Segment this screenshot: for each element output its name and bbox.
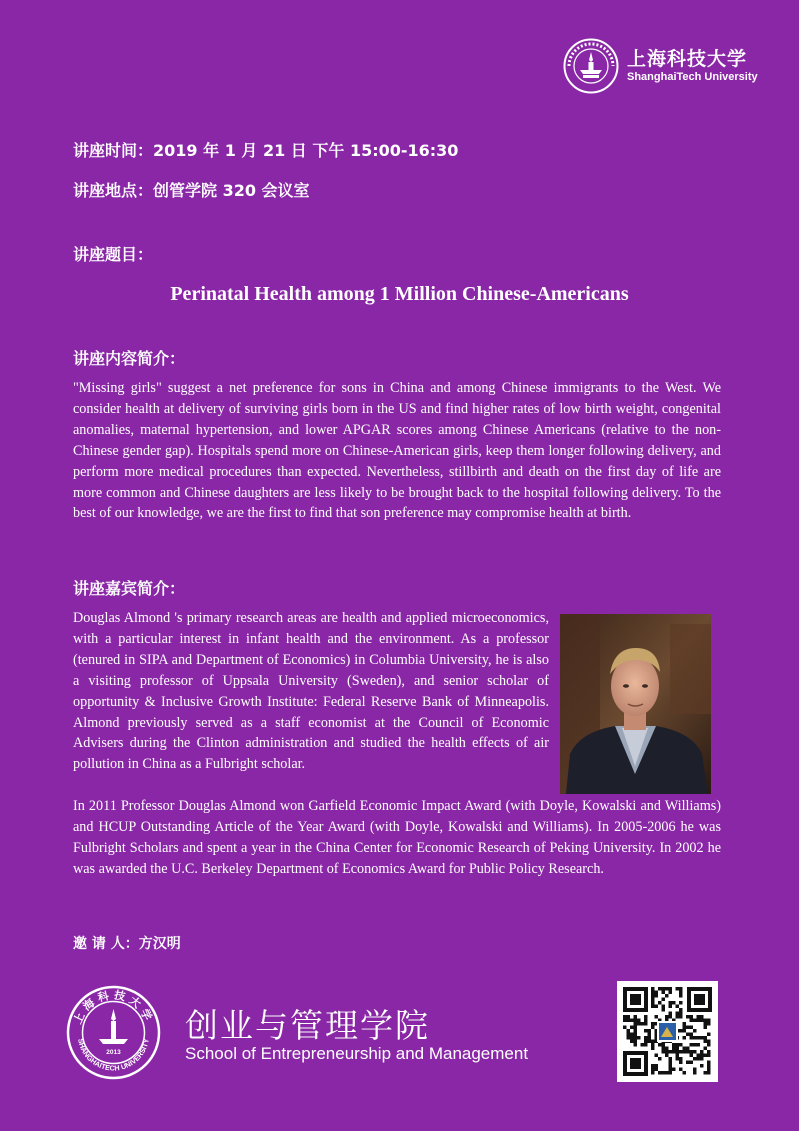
qr-module [634,1033,638,1037]
qr-module [637,1019,641,1023]
qr-module [676,1012,680,1016]
qr-module [634,1026,638,1030]
qr-module [679,994,683,998]
qr-module [704,1026,708,1030]
qr-module [651,1043,655,1047]
qr-module [697,1054,701,1058]
qr-module [704,1036,708,1040]
qr-module [679,1015,683,1019]
lecture-title: Perinatal Health among 1 Million Chinese-Americans [170,283,629,305]
qr-module [630,1026,634,1030]
qr-module [693,1071,697,1075]
qr-module [658,1001,662,1005]
qr-module [644,1036,648,1040]
qr-module [707,1071,711,1075]
qr-module [648,1036,652,1040]
lecture-place [73,178,310,201]
qr-module [655,1005,659,1009]
qr-module [662,1047,666,1051]
qr-module [690,1050,694,1054]
qr-module [697,1019,701,1023]
qr-module [676,987,680,991]
host-label: 邀 请 人： [73,936,139,952]
qr-module [676,1050,680,1054]
qr-module [679,987,683,991]
seal-text-top: 上海科技大学 [71,988,156,1027]
qr-module [679,1061,683,1065]
university-seal-icon [66,985,161,1080]
qr-module [700,1015,704,1019]
qr-module [679,1008,683,1012]
seal-year: 2013 [106,1049,121,1056]
qr-module [707,1019,711,1023]
qr-module [655,1015,659,1019]
qr-module [651,1001,655,1005]
qr-module [679,1012,683,1016]
qr-module [665,987,669,991]
qr-module [704,1054,708,1058]
qr-module [697,1043,701,1047]
qr-module [630,1040,634,1044]
qr-module [690,1054,694,1058]
qr-module [634,1029,638,1033]
qr-module [669,1068,673,1072]
school-name-en: School of Entrepreneurship and Management [185,1044,529,1063]
qr-module [634,1022,638,1026]
qr-module [679,1001,683,1005]
qr-module [662,991,666,995]
speaker-photo-image [560,614,711,794]
qr-module [644,1043,648,1047]
qr-module [704,1019,708,1023]
qr-module [693,1036,697,1040]
qr-module [704,1071,708,1075]
qr-module [627,1029,631,1033]
qr-module [686,1015,690,1019]
qr-module [658,1057,662,1061]
qr-module [683,1071,687,1075]
speaker-bio-part1: Douglas Almond 's primary research areas are health and applied microeconomics, with a particular interest in infant health and the environment. As a professor (tenured in SIPA and Department of Economics) in Columbia University, he is also a visiting professor of Uppsala University (Sweden), and senior scholar of opportunity & Inclusive Growth Institute: Federal Reserve Bank of Minneapolis. Almond previously served as a staff economist at the Council of Economic Advisers during the Clinton administration and studied the health effects of air pollution in China as a Fulbright scholar. [73,610,549,773]
qr-module [679,1029,683,1033]
qr-module [690,1036,694,1040]
qr-module [683,1026,687,1030]
qr-module [686,1061,690,1065]
qr-module [662,1008,666,1012]
qr-module [679,1057,683,1061]
school-name-cn: 创业与管理学院 [185,1006,430,1045]
qr-module [672,1068,676,1072]
time-value: 2019 年 1 月 21 日 下午 15:00-16:30 [153,141,459,160]
qr-module [700,1057,704,1061]
qr-module [651,994,655,998]
qr-module [651,1071,655,1075]
qr-module [672,1050,676,1054]
qr-module [662,998,666,1002]
qr-module [627,1019,631,1023]
qr-module [697,1036,701,1040]
qr-module [693,1050,697,1054]
qr-module [669,1057,673,1061]
qr-module [658,987,662,991]
qr-module [662,1005,666,1009]
qr-module [627,1036,631,1040]
qr-module [669,1005,673,1009]
qr-module [683,1050,687,1054]
qr-module [693,1043,697,1047]
qr-module [683,1022,687,1026]
qr-module [648,1040,652,1044]
qr-module [679,1043,683,1047]
qr-module [686,1033,690,1037]
qr-module [623,1019,627,1023]
speaker-heading: 讲座嘉宾简介： [73,579,186,598]
qr-module [704,1047,708,1051]
qr-module [693,1057,697,1061]
qr-module [665,1050,669,1054]
qr-module [658,1071,662,1075]
qr-module [686,1050,690,1054]
qr-module [700,1019,704,1023]
qr-module [637,1036,641,1040]
qr-module [669,1012,673,1016]
qr-module [707,1040,711,1044]
qr-module [690,1026,694,1030]
qr-module [669,991,673,995]
qr-module [672,1043,676,1047]
qr-module [707,1061,711,1065]
qr-module [630,1036,634,1040]
qr-module [634,1015,638,1019]
qr-module [676,1005,680,1009]
qr-module [655,994,659,998]
qr-module [679,991,683,995]
qr-module [690,1019,694,1023]
qr-module [700,1036,704,1040]
qr-module [693,1019,697,1023]
qr-code-icon [617,981,718,1082]
qr-module [665,1047,669,1051]
qr-module [644,1040,648,1044]
qr-module [627,1033,631,1037]
time-label: 讲座时间： [73,141,154,160]
university-name-cn: 上海科技大学 [627,48,748,70]
abstract-text: "Missing girls" suggest a net preference for sons in China and among Chinese immigrants to the West. We consider health at delivery of surviving girls born in the US and find higher rates of low birth weight, congenital anomalies, maternal hypertension, and lower APGAR scores among Chinese Americans (relative to the non-Chinese gender gap). Hospitals spend more on Chinese-American girls, keep them longer following delivery, and perform more medical procedures than expected. Nevertheless, stillbirth and death on the first day of life are more common and Chinese daughters are less likely to be brought back to the hospital following delivery. To the best of our knowledge, we are the first to find that son preference may compromise health at birth. [73,380,721,522]
qr-module [704,1040,708,1044]
qr-module [676,1043,680,1047]
qr-module [655,1054,659,1058]
qr-module [676,1015,680,1019]
topic-label: 讲座题目： [73,245,154,264]
qr-module [707,1022,711,1026]
qr-module [644,1015,648,1019]
qr-module [665,1071,669,1075]
university-logo [563,38,765,94]
qr-module [669,1061,673,1065]
host-name: 方汉明 [138,936,181,952]
qr-module [630,1019,634,1023]
qr-module [662,1050,666,1054]
qr-module [707,1054,711,1058]
qr-module [641,1022,645,1026]
qr-module [669,1071,673,1075]
qr-module [634,1040,638,1044]
qr-module [679,1068,683,1072]
qr-module [669,1050,673,1054]
qr-module [662,1043,666,1047]
qr-module [644,1019,648,1023]
qr-module [662,987,666,991]
university-seal-icon [563,38,619,94]
qr-module [627,1015,631,1019]
qr-module [707,1043,711,1047]
university-name-en: ShanghaiTech University [627,71,758,83]
qr-module [693,1029,697,1033]
abstract-heading: 讲座内容简介： [73,349,186,368]
lecture-time [73,138,458,161]
qr-module [655,1068,659,1072]
qr-module [672,1001,676,1005]
qr-module [707,1068,711,1072]
qr-module [676,1054,680,1058]
qr-module [634,1019,638,1023]
qr-module [651,987,655,991]
qr-module [637,1022,641,1026]
qr-module [651,998,655,1002]
qr-module [651,1064,655,1068]
qr-module [644,1029,648,1033]
qr-module [683,1036,687,1040]
qr-module [662,1071,666,1075]
qr-module [623,1026,627,1030]
place-value: 创管学院 320 会议室 [153,181,310,200]
qr-module [651,1005,655,1009]
qr-code-graphic [617,981,718,1082]
qr-module [676,1047,680,1051]
qr-module [700,1064,704,1068]
qr-module [672,1047,676,1051]
qr-module [690,1061,694,1065]
qr-module [690,1043,694,1047]
qr-module [644,1022,648,1026]
qr-module [665,1015,669,1019]
qr-module [655,1064,659,1068]
qr-module [683,1047,687,1051]
qr-module [679,1050,683,1054]
speaker-photo [560,614,711,794]
qr-module [641,1043,645,1047]
qr-module [651,1040,655,1044]
qr-module [690,1015,694,1019]
seal-text-bottom: SHANGHAITECH UNIVERSITY [76,1037,151,1073]
qr-module [697,1057,701,1061]
qr-module [686,1047,690,1051]
qr-module [651,1068,655,1072]
host-line [73,933,181,953]
qr-module [707,1064,711,1068]
qr-module [658,1043,662,1047]
qr-module [669,1001,673,1005]
qr-module [697,1015,701,1019]
qr-module [665,994,669,998]
qr-module [700,1050,704,1054]
qr-module [676,1057,680,1061]
qr-module [669,1015,673,1019]
qr-module [693,1068,697,1072]
speaker-bio-part2: In 2011 Professor Douglas Almond won Garfield Economic Impact Award (with Doyle, Kowalski and Williams) and HCUP Outstanding Article of the Year Award (with Doyle, Kowalski and Williams). In 2005-2006 he was Fulbright Scholars and spent a year in the China Center for Economic Research of Peking University. In 2002 he was awarded the U.C. Berkeley Department of Economics Award for Public Policy Research. [73,798,721,877]
qr-module [700,1054,704,1058]
qr-module [655,991,659,995]
place-label: 讲座地点： [73,181,154,200]
qr-module [665,1054,669,1058]
qr-module [686,1026,690,1030]
qr-module [683,1029,687,1033]
qr-module [690,1033,694,1037]
qr-module [651,1026,655,1030]
qr-module [651,1022,655,1026]
qr-module [669,987,673,991]
qr-module [651,991,655,995]
qr-module [669,1064,673,1068]
qr-module [634,1043,638,1047]
qr-module [704,1022,708,1026]
qr-module [630,1033,634,1037]
qr-module [648,1029,652,1033]
qr-module [651,1047,655,1051]
qr-module [707,1050,711,1054]
qr-module [623,1015,627,1019]
qr-module [634,1036,638,1040]
qr-module [648,1033,652,1037]
qr-module [707,1033,711,1037]
